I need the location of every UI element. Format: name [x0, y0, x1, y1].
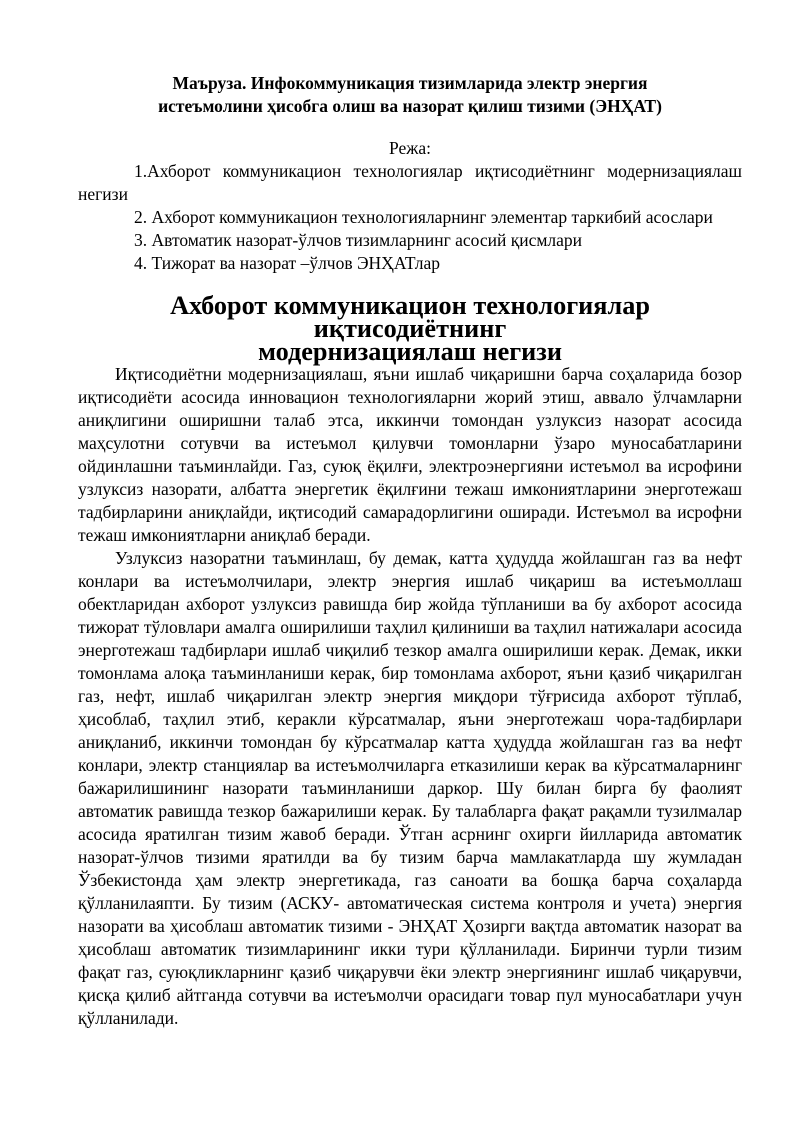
plan-list — [78, 160, 742, 275]
document-title — [78, 72, 742, 118]
body-paragraph-1: Иқтисодиётни модернизациялаш, яъни ишлаб чиқаришни барча соҳаларида бозор иқтисодиёти асосида инновацион технологияларни жорий этиш, аввало ўлчамларни аниқлигини оширишни талаб этса, иккинчи томондан узлуксиз назорат асосида маҳсулотни сотувчи ва истеъмол қилувчи томонларни ўзаро муносабатларини ойдинлашни таъминлайди. Газ, суюқ ёқилғи, электроэнергияни истеъмол ва исрофини узлуксиз назорати, албатта энергетик ёқилғини тежаш имкониятларини энерготежаш тадбирларини аниқлайди, иқтисодий самарадорлигини оширади. Истеъмол ва исрофни тежаш имкониятларни аниқлаб беради. — [78, 364, 742, 545]
document-title-line-1: Маъруза. Инфокоммуникация тизимларида электр энергия — [172, 73, 648, 93]
document-title-line-2: истеъмолини ҳисобга олиш ва назорат қилиш тизими (ЭНҲАТ) — [158, 96, 662, 116]
section-title-line-2: модернизациялаш негизи — [258, 337, 562, 366]
document-page — [78, 72, 742, 1030]
section-title — [78, 291, 742, 366]
plan-item-3: 3. Автоматик назорат-ўлчов тизимларнинг асосий қисмлари — [134, 230, 583, 250]
plan-item-1: 1.Ахборот коммуникацион технологиялар иқтисодиётнинг модернизациялаш негизи — [78, 161, 742, 204]
plan-heading: Режа: — [389, 138, 431, 158]
section-title-line-1: Ахборот коммуникацион технологиялар иқтисодиётнинг — [170, 291, 650, 343]
body-paragraph-2: Узлуксиз назоратни таъминлаш, бу демак, катта ҳудудда жойлашган газ ва нефт конлари ва истеъмолчилари, электр энергия ишлаб чиқариш ва истеъмоллаш обектларидан ахборот узлуксиз равишда бир жойда тўпланиши ва бу ахборот асосида тижорат тўловлари амалга оширилиши таҳлил қилиниши ва таҳлил натижалари асосида энерготежаш тадбирлари ишлаб чиқилиб тезкор амалга оширилиши керак. Демак, икки томонлама алоқа таъминланиши керак, бир томонлама ахборот, яъни қазиб чиқарилган газ, нефт, ишлаб чиқарилган электр энергия миқдори тўғрисида ахборот тўплаб, ҳисоблаб, таҳлил этиб, керакли кўрсатмалар, яъни энерготежаш чора-тадбирлари аниқланиб, иккинчи томондан бу кўрсатмалар катта ҳудудда жойлашган газ ва нефт конлари, электр станциялар ва истеъмолчиларга етказилиши керак ва кўрсатмаларнинг бажарилишининг назорати таъминланиши даркор. Шу билан бирга бу фаолият автоматик равишда тезкор бажарилиши керак. Бу талабларга фақат рақамли тузилмалар асосида яратилган тизим жавоб беради. Ўтган асрнинг охирги йилларида автоматик назорат-ўлчов тизими яратилди ва бу тизим барча мамлакатларда шу жумладан Ўзбекистонда ҳам электр энергетикада, газ саноати ва бошқа барча соҳаларда қўлланилаяпти. Бу тизим (АСКУ- автоматическая система контроля и учета) энергия назорати ва ҳисоблаш автоматик тизими - ЭНҲАТ Ҳозирги вақтда автоматик назорат ва ҳисоблаш автоматик тизимларининг икки тури қўлланилади. Биринчи турли тизим фақат газ, суюқликларнинг қазиб чиқарувчи ёки электр энергиянинг ишлаб чиқарувчи, қисқа қилиб айтганда сотувчи ва истеъмолчи орасидаги товар пул муносабатлари учун қўлланилади. — [78, 548, 742, 1028]
plan-item-4: 4. Тижорат ва назорат –ўлчов ЭНҲАТлар — [134, 253, 440, 273]
plan-item-2: 2. Ахборот коммуникацион технологияларнинг элементар таркибий асослари — [134, 207, 713, 227]
